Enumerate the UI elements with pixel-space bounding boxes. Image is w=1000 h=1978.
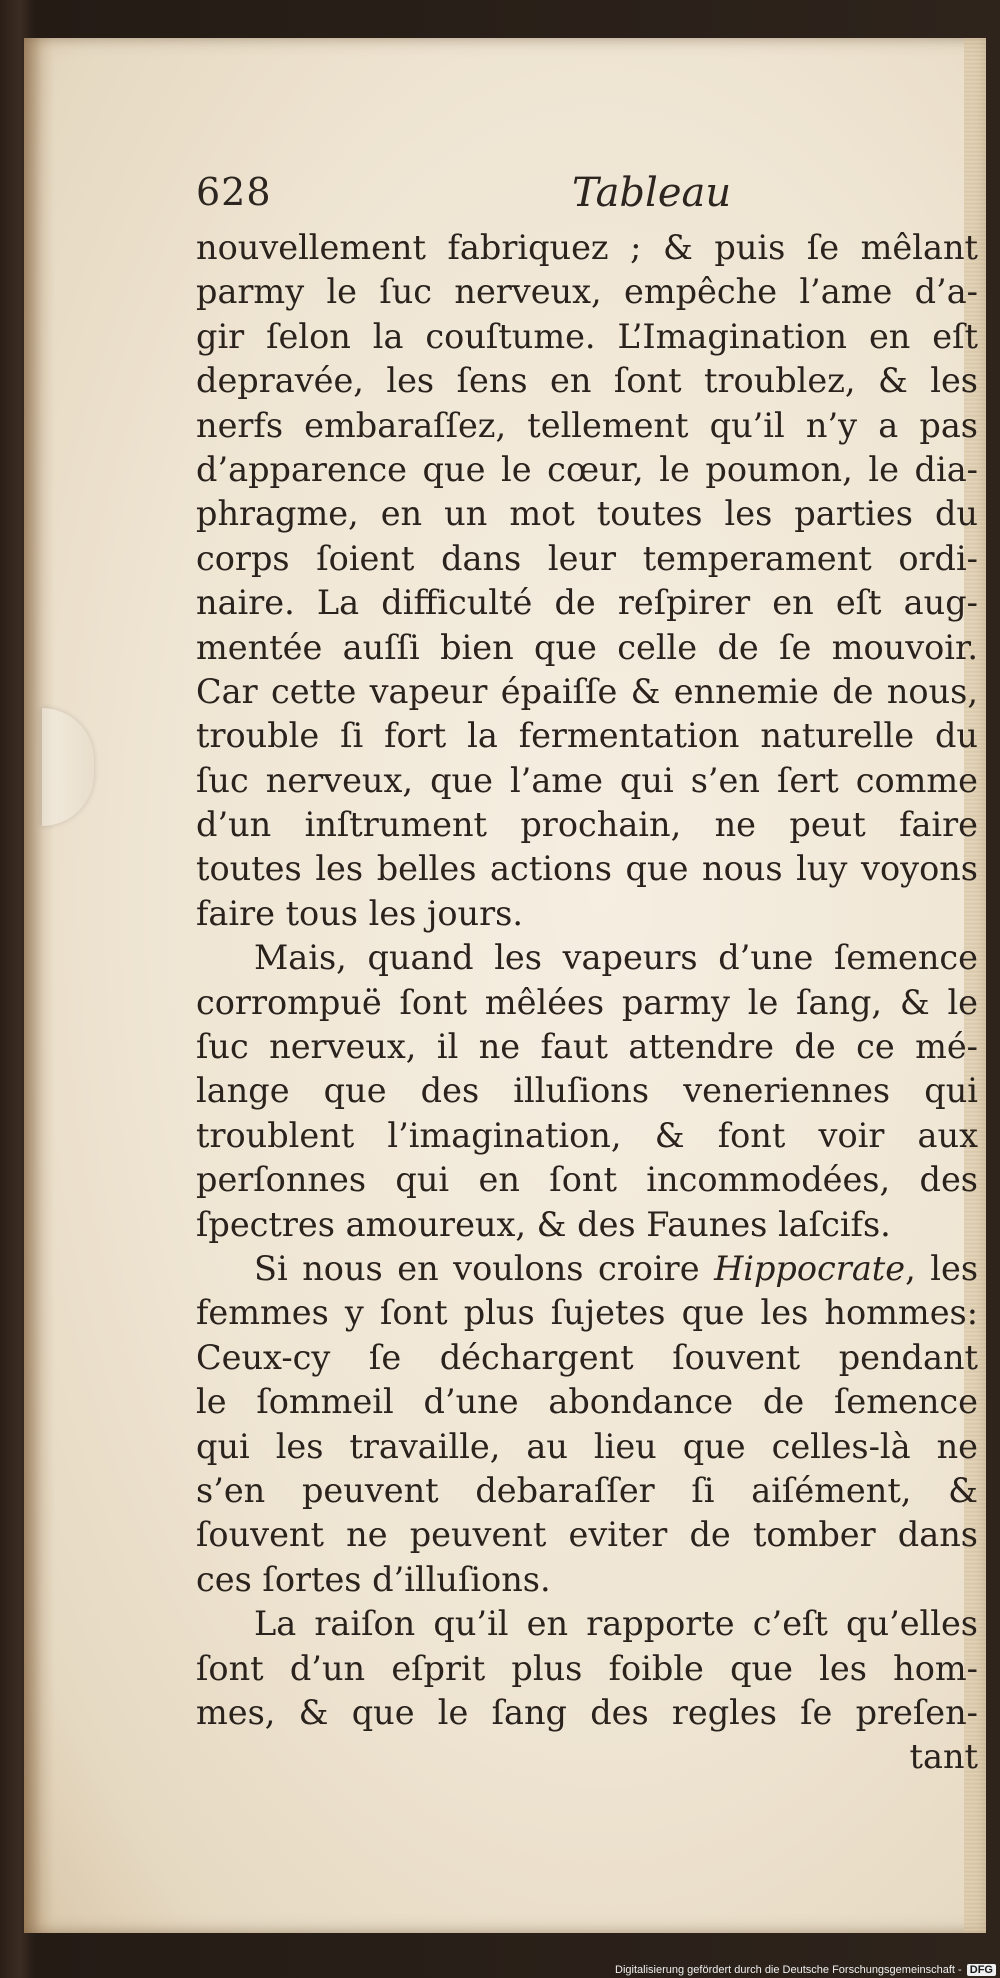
text-line: mes, & que le ſang des regles ſe preſen- [196, 1692, 978, 1732]
text-line: corrompuë ſont mêlées parmy le ſang, & le [196, 982, 978, 1022]
text-line: lange que des illuſions veneriennes qui [196, 1071, 978, 1111]
text-line: nouvellement fabriquez ; & puis ſe mêlant [196, 228, 978, 267]
page-gutter-shadow [24, 38, 54, 1933]
text-line: Si nous en voulons croire Hippocrate, les [254, 1248, 978, 1288]
text-line: ſont d’un eſprit plus foible que les hom- [196, 1648, 978, 1688]
digitization-credit [615, 1964, 996, 1976]
text-line: ſouvent ne peuvent eviter de tomber dans [196, 1515, 978, 1555]
text-line: trouble ſi fort la fermentation naturelle du [196, 716, 978, 756]
text-line: nerfs embaraſſez, tellement qu’il n’y a pas [196, 405, 978, 445]
text-line: perſonnes qui en ſont incommodées, des [196, 1160, 978, 1200]
body-text [196, 226, 978, 1780]
text-line: qui les travaille, au lieu que celles-là ne [196, 1426, 978, 1466]
text-line: mentée auſſi bien que celle de ſe mouvoir. [196, 627, 978, 667]
text-line: le ſommeil d’une abondance de ſemence [196, 1382, 978, 1422]
text-line: gir ſelon la couſtume. L’Imagination en eſt [196, 316, 978, 356]
text-line: faire tous les jours. [196, 893, 523, 933]
text-line: d’un inſtrument prochain, ne peut faire [196, 805, 978, 845]
text-line: naire. La difficulté de reſpirer en eſt aug- [196, 583, 978, 623]
text-line: femmes y ſont plus ſujetes que les hommes: [196, 1293, 978, 1333]
text-line: ces ſortes d’illuſions. [196, 1559, 551, 1599]
text-line: ſuc nerveux, que l’ame qui s’en ſert comme [196, 760, 978, 800]
text-line: parmy le ſuc nerveux, empêche l’ame d’a- [196, 272, 978, 312]
text-line: d’apparence que le cœur, le poumon, le dia- [196, 449, 978, 489]
catchword: tant [909, 1737, 978, 1777]
text-line: La raiſon qu’il en rapporte c’eſt qu’elles [254, 1604, 978, 1644]
text-line: Ceux-cy ſe déchargent ſouvent pendant [196, 1337, 978, 1377]
credit-text: Digitalisierung gefördert durch die Deutsche Forschungsgemeinschaft - [615, 1964, 962, 1976]
text-line: ſuc nerveux, il ne faut attendre de ce mé- [196, 1027, 978, 1067]
text-line: depravée, les ſens en ſont troublez, & les [196, 361, 978, 401]
running-title: Tableau [572, 170, 732, 216]
text-line: s’en peuvent debaraſſer ſi aiſément, & [196, 1470, 978, 1510]
page-clip-reflection [42, 708, 94, 826]
page-number: 628 [196, 170, 272, 214]
text-line: toutes les belles actions que nous luy voyons [196, 849, 978, 889]
text-line: troublent l’imagination, & font voir aux [196, 1115, 978, 1155]
text-line: phragme, en un mot toutes les parties du [196, 494, 978, 534]
page-header [196, 170, 736, 226]
italic-name: Hippocrate [714, 1248, 906, 1288]
text-line: Mais, quand les vapeurs d’une ſemence [254, 938, 978, 978]
text-line: ſpectres amoureux, & des Faunes laſcifs. [196, 1204, 891, 1244]
text-line: corps ſoient dans leur temperament ordi- [196, 538, 978, 578]
text-line: Car cette vapeur épaiſſe & ennemie de nous, [196, 671, 978, 711]
dfg-logo: DFG [967, 1964, 996, 1976]
